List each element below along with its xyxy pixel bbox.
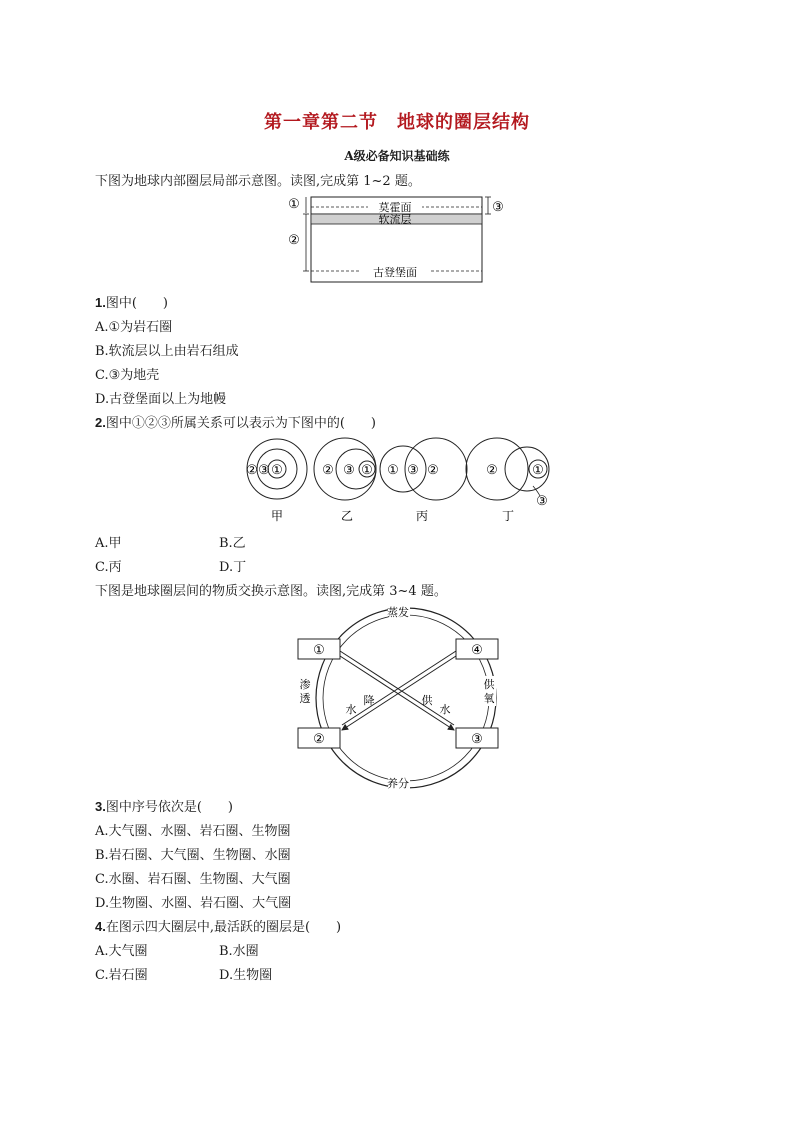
q3-option-b: B.岩石圈、大气圈、生物圈、水圈: [95, 848, 291, 863]
layer-3-label: ③: [492, 200, 504, 215]
svg-text:②: ②: [322, 463, 334, 478]
asthenosphere-label: 软流层: [378, 213, 412, 226]
svg-text:②: ②: [313, 732, 325, 747]
svg-text:②: ②: [486, 463, 498, 478]
label-yi: 乙: [340, 509, 354, 523]
earth-interior-diagram: [280, 192, 504, 286]
q3-option-c: C.水圈、岩石圈、生物圈、大气圈: [95, 872, 291, 887]
diagram-yi: [314, 438, 376, 523]
question-3: 3.图中序号依次是( ): [95, 799, 233, 815]
evaporation-label: 蒸发: [387, 606, 409, 619]
svg-text:①: ①: [313, 643, 325, 658]
q4-option-c: C.岩石圈: [95, 968, 148, 983]
svg-text:③: ③: [343, 463, 355, 478]
svg-text:①: ①: [271, 463, 283, 478]
infiltration-label-2: 透: [299, 692, 311, 705]
water-supply-label-1: 供: [421, 694, 433, 707]
svg-text:①: ①: [387, 463, 399, 478]
page-title: 第一章第二节 地球的圈层结构: [264, 112, 530, 133]
q3-option-d: D.生物圈、水圈、岩石圈、大气圈: [95, 896, 292, 911]
layer-2-label: ②: [288, 233, 300, 248]
label-bing: 丙: [415, 509, 429, 523]
intro-text-1: 下图为地球内部圈层局部示意图。读图,完成第 1~2 题。: [95, 174, 421, 189]
label-ding: 丁: [501, 509, 515, 523]
svg-text:④: ④: [471, 643, 483, 658]
q1-option-b: B.软流层以上由岩石组成: [95, 344, 239, 359]
label-jia: 甲: [270, 509, 284, 523]
nutrient-label: 养分: [387, 777, 409, 790]
rain-label-2: 降: [363, 694, 375, 707]
question-2: 2.图中①②③所属关系可以表示为下图中的( ): [95, 415, 376, 431]
svg-text:②: ②: [427, 463, 439, 478]
q1-option-a: A.①为岩石圈: [95, 320, 173, 335]
moho-label: 莫霍面: [378, 201, 412, 214]
infiltration-label-1: 渗: [299, 678, 311, 691]
water-supply-label-2: 水: [439, 703, 451, 716]
circle-relations-diagram: [240, 434, 560, 526]
q4-option-d: D.生物圈: [219, 968, 273, 983]
svg-text:①: ①: [361, 463, 373, 478]
q2-option-b: B.乙: [219, 536, 246, 551]
q1-option-d: D.古登堡面以上为地幔: [95, 392, 227, 407]
gutenberg-label: 古登堡面: [373, 266, 417, 279]
svg-text:③: ③: [407, 463, 419, 478]
q1-option-c: C.③为地壳: [95, 368, 160, 383]
rain-label-1: 水: [345, 703, 357, 716]
q4-option-a: A.大气圈: [95, 944, 148, 959]
intro-text-2: 下图是地球圈层间的物质交换示意图。读图,完成第 3~4 题。: [95, 584, 447, 599]
svg-text:③: ③: [471, 732, 483, 747]
q2-option-c: C.丙: [95, 560, 122, 575]
svg-text:③: ③: [258, 463, 270, 478]
q4-option-b: B.水圈: [219, 944, 259, 959]
svg-text:①: ①: [532, 463, 544, 478]
svg-text:③: ③: [536, 494, 548, 509]
diagram-bing: [380, 438, 467, 523]
layer-1-label: ①: [288, 197, 300, 212]
sphere-exchange-diagram: [290, 600, 520, 800]
diagram-jia: [246, 439, 307, 523]
section-subtitle: A级必备知识基础练: [344, 149, 450, 163]
oxygen-label-1: 供: [483, 678, 495, 691]
question-4: 4.在图示四大圈层中,最活跃的圈层是( ): [95, 919, 342, 935]
q2-option-a: A.甲: [95, 536, 122, 551]
diagram-ding: [466, 438, 549, 523]
oxygen-label-2: 氧: [483, 692, 495, 705]
q3-option-a: A.大气圈、水圈、岩石圈、生物圈: [95, 824, 291, 839]
svg-text:②: ②: [246, 463, 258, 478]
q2-option-d: D.丁: [219, 560, 247, 575]
question-1: 1.图中( ): [95, 295, 168, 311]
